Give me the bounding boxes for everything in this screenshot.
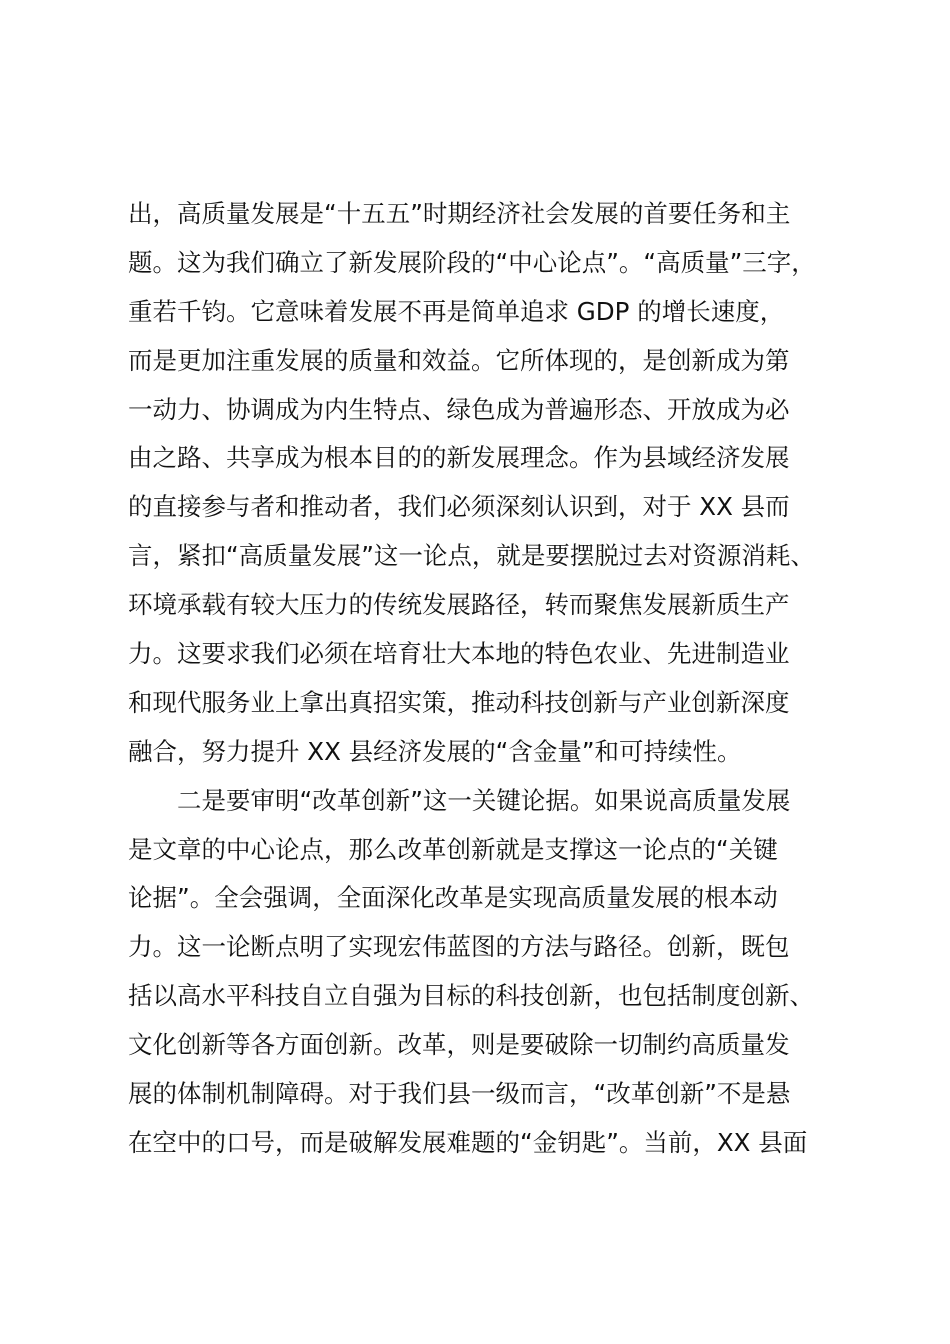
paragraph-2 [128, 777, 848, 1168]
document-body [128, 190, 848, 1168]
text-line: 括以高水平科技自立自强为目标的科技创新，也包括制度创新、 [128, 981, 814, 1011]
paragraph-1 [128, 190, 848, 777]
text-line: 言，紧扣“高质量发展”这一论点，就是要摆脱过去对资源消耗、 [128, 541, 815, 571]
text-line: 二是要审明“改革创新”这一关键论据。如果说高质量发展 [177, 785, 791, 815]
text-line: 文化创新等各方面创新。改革，则是要破除一切制约高质量发 [128, 1030, 790, 1060]
text-line: 而是更加注重发展的质量和效益。它所体现的，是创新成为第 [128, 345, 790, 375]
text-line: 展的体制机制障碍。对于我们县一级而言，“改革创新”不是悬 [128, 1079, 791, 1109]
text-line: 环境承载有较大压力的传统发展路径，转而聚焦发展新质生产 [128, 590, 790, 620]
text-line: 是文章的中心论点，那么改革创新就是支撑这一论点的“关键 [128, 834, 778, 864]
text-line: 融合，努力提升 XX 县经济发展的“含金量”和可持续性。 [128, 736, 742, 766]
text-line: 重若千钧。它意味着发展不再是简单追求 GDP 的增长速度， [128, 296, 785, 326]
text-line: 力。这要求我们必须在培育壮大本地的特色农业、先进制造业 [128, 639, 790, 669]
text-line: 由之路、共享成为根本目的的新发展理念。作为县域经济发展 [128, 443, 790, 473]
text-line: 力。这一论断点明了实现宏伟蓝图的方法与路径。创新，既包 [128, 932, 790, 962]
text-line: 一动力、协调成为内生特点、绿色成为普遍形态、开放成为必 [128, 394, 790, 424]
text-line: 题。这为我们确立了新发展阶段的“中心论点”。“高质量”三字， [128, 247, 816, 277]
text-line: 论据”。全会强调，全面深化改革是实现高质量发展的根本动 [128, 883, 778, 913]
text-line: 和现代服务业上拿出真招实策，推动科技创新与产业创新深度 [128, 687, 790, 717]
text-line: 在空中的口号，而是破解发展难题的“金钥匙”。当前，XX 县面 [128, 1127, 808, 1157]
text-line: 的直接参与者和推动者，我们必须深刻认识到，对于 XX 县而 [128, 492, 790, 522]
text-line: 出，高质量发展是“十五五”时期经济社会发展的首要任务和主 [128, 199, 791, 228]
